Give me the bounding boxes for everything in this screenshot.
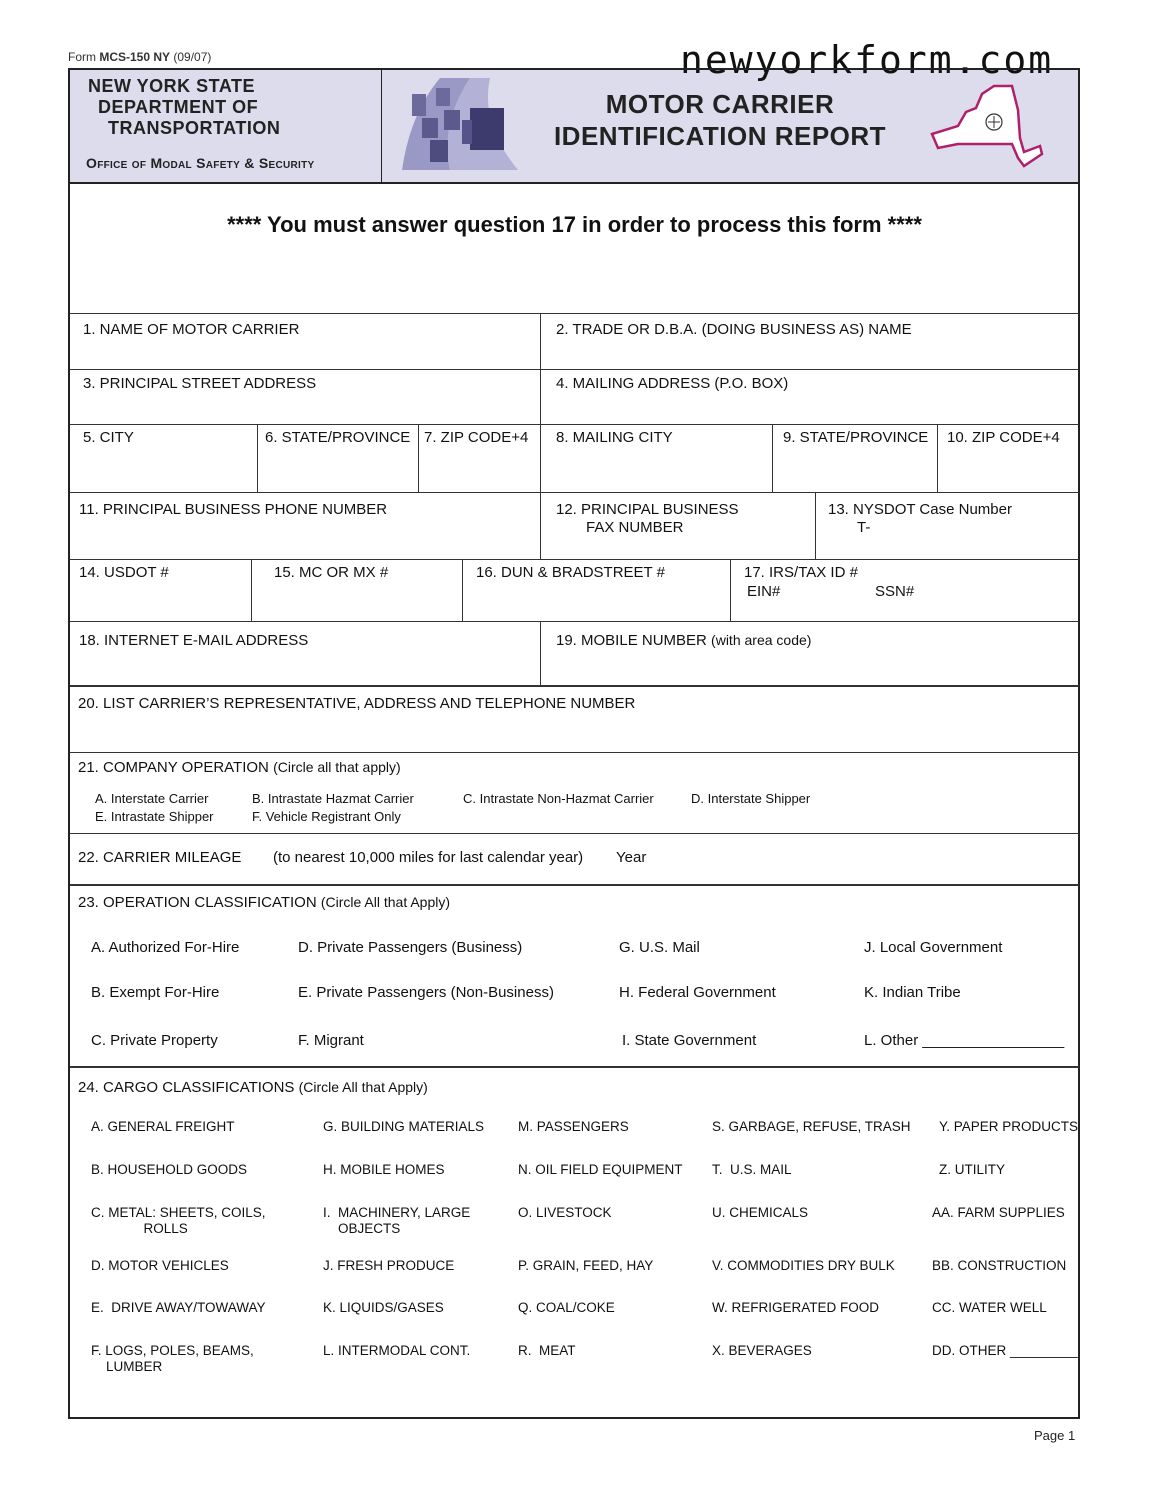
field-12-label-line2: FAX NUMBER (586, 519, 684, 536)
operation-option[interactable]: E. Private Passengers (Non-Business) (298, 984, 554, 1001)
cargo-option[interactable]: Y. PAPER PRODUCTS (939, 1119, 1079, 1134)
company-operation-label: 21. COMPANY OPERATION (Circle all that apply) (78, 759, 401, 776)
cargo-option[interactable]: K. LIQUIDS/GASES (323, 1300, 444, 1315)
cargo-option[interactable]: P. GRAIN, FEED, HAY (518, 1258, 654, 1273)
office-name: Office of Modal Safety & Security (86, 155, 315, 171)
field-3-label: 3. PRINCIPAL STREET ADDRESS (83, 375, 317, 392)
cargo-classifications-label: 24. CARGO CLASSIFICATIONS (Circle All that Apply) (78, 1079, 428, 1096)
cargo-option[interactable]: F. LOGS, POLES, BEAMS, LUMBER (91, 1343, 254, 1374)
company-operation-option[interactable]: A. Interstate Carrier (95, 791, 209, 806)
cargo-option[interactable]: X. BEVERAGES (712, 1343, 812, 1358)
field-16-label: 16. DUN & BRADSTREET # (476, 564, 665, 581)
field-8-label: 8. MAILING CITY (556, 429, 673, 446)
company-operation-option[interactable]: D. Interstate Shipper (691, 791, 811, 806)
operation-option[interactable]: D. Private Passengers (Business) (298, 939, 523, 956)
field-12-label: 12. PRINCIPAL BUSINESS (556, 501, 739, 518)
carrier-mileage-year: Year (616, 849, 647, 866)
cargo-option[interactable]: S. GARBAGE, REFUSE, TRASH (712, 1119, 911, 1134)
field-1-label: 1. NAME OF MOTOR CARRIER (83, 321, 300, 338)
field-20-label: 20. LIST CARRIER’S REPRESENTATIVE, ADDRESS AND TELEPHONE NUMBER (78, 695, 636, 712)
operation-classification-label: 23. OPERATION CLASSIFICATION (Circle All that Apply) (78, 894, 451, 911)
cargo-option[interactable]: CC. WATER WELL (932, 1300, 1047, 1315)
cargo-option[interactable]: J. FRESH PRODUCE (323, 1258, 455, 1273)
cargo-option[interactable]: W. REFRIGERATED FOOD (712, 1300, 880, 1315)
field-5-label: 5. CITY (83, 429, 134, 446)
operation-option[interactable]: F. Migrant (298, 1032, 364, 1049)
operation-option[interactable]: C. Private Property (91, 1032, 218, 1049)
cargo-option[interactable]: E. DRIVE AWAY/TOWAWAY (91, 1300, 266, 1315)
company-operation-option[interactable]: F. Vehicle Registrant Only (252, 809, 401, 824)
cargo-option[interactable]: D. MOTOR VEHICLES (91, 1258, 229, 1273)
cargo-option[interactable]: AA. FARM SUPPLIES (932, 1205, 1065, 1220)
cargo-option[interactable]: M. PASSENGERS (518, 1119, 629, 1134)
cargo-option[interactable]: L. INTERMODAL CONT. (323, 1343, 471, 1358)
field-11-label: 11. PRINCIPAL BUSINESS PHONE NUMBER (79, 501, 388, 518)
company-operation-option[interactable]: C. Intrastate Non-Hazmat Carrier (463, 791, 654, 806)
cargo-option[interactable]: Q. COAL/COKE (518, 1300, 615, 1315)
carrier-mileage-label: 22. CARRIER MILEAGE (78, 849, 242, 866)
cargo-option[interactable]: G. BUILDING MATERIALS (323, 1119, 485, 1134)
field-2-label: 2. TRADE OR D.B.A. (DOING BUSINESS AS) NAME (556, 321, 912, 338)
company-operation-option[interactable]: B. Intrastate Hazmat Carrier (252, 791, 414, 806)
operation-option[interactable]: I. State Government (622, 1032, 757, 1049)
field-18-label: 18. INTERNET E-MAIL ADDRESS (79, 632, 309, 649)
field-15-label: 15. MC OR MX # (274, 564, 389, 581)
operation-option[interactable]: L. Other _________________ (864, 1032, 1065, 1049)
cargo-option[interactable]: O. LIVESTOCK (518, 1205, 612, 1220)
field-13-label: 13. NYSDOT Case Number (828, 501, 1012, 518)
watermark: newyorkform.com (680, 38, 1054, 82)
cargo-option[interactable]: DD. OTHER _________ (932, 1343, 1078, 1358)
cargo-option[interactable]: Z. UTILITY (939, 1162, 1006, 1177)
field-13-prefix: T- (857, 519, 871, 536)
page-number: Page 1 (1034, 1428, 1076, 1443)
field-19-label: 19. MOBILE NUMBER (with area code) (556, 632, 812, 649)
cargo-option[interactable]: C. METAL: SHEETS, COILS, ROLLS (91, 1205, 266, 1236)
cargo-option[interactable]: R. MEAT (518, 1343, 576, 1358)
cargo-option[interactable]: U. CHEMICALS (712, 1205, 809, 1220)
form-id: Form MCS-150 NY (09/07) (68, 50, 212, 64)
operation-option[interactable]: J. Local Government (864, 939, 1003, 956)
field-4-label: 4. MAILING ADDRESS (P.O. BOX) (556, 375, 789, 392)
field-6-label: 6. STATE/PROVINCE (265, 429, 411, 446)
cargo-option[interactable]: V. COMMODITIES DRY BULK (712, 1258, 895, 1273)
field-7-label: 7. ZIP CODE+4 (424, 429, 529, 446)
operation-option[interactable]: K. Indian Tribe (864, 984, 961, 1001)
field-17-ein-label: EIN# (747, 583, 781, 600)
department-name: NEW YORK STATE DEPARTMENT OF TRANSPORTATION (88, 76, 281, 138)
cargo-option[interactable]: A. GENERAL FREIGHT (91, 1119, 235, 1134)
cargo-option[interactable]: I. MACHINERY, LARGE OBJECTS (323, 1205, 471, 1236)
carrier-mileage-note: (to nearest 10,000 miles for last calendar year) (273, 849, 584, 866)
operation-option[interactable]: H. Federal Government (619, 984, 776, 1001)
operation-option[interactable]: G. U.S. Mail (619, 939, 700, 956)
required-notice: **** You must answer question 17 in order to process this form **** (227, 212, 922, 237)
field-17-ssn-label: SSN# (875, 583, 915, 600)
field-9-label: 9. STATE/PROVINCE (783, 429, 929, 446)
cargo-option[interactable]: H. MOBILE HOMES (323, 1162, 445, 1177)
cargo-option[interactable]: BB. CONSTRUCTION (932, 1258, 1067, 1273)
field-17-label: 17. IRS/TAX ID # (744, 564, 858, 581)
operation-option[interactable]: A. Authorized For-Hire (91, 939, 240, 956)
field-14-label: 14. USDOT # (79, 564, 169, 581)
cargo-option[interactable]: T. U.S. MAIL (712, 1162, 792, 1177)
company-operation-option[interactable]: E. Intrastate Shipper (95, 809, 214, 824)
operation-option[interactable]: B. Exempt For-Hire (91, 984, 220, 1001)
form-title: MOTOR CARRIER IDENTIFICATION REPORT (553, 89, 887, 151)
cargo-option[interactable]: N. OIL FIELD EQUIPMENT (518, 1162, 683, 1177)
field-10-label: 10. ZIP CODE+4 (947, 429, 1060, 446)
cargo-option[interactable]: B. HOUSEHOLD GOODS (91, 1162, 248, 1177)
